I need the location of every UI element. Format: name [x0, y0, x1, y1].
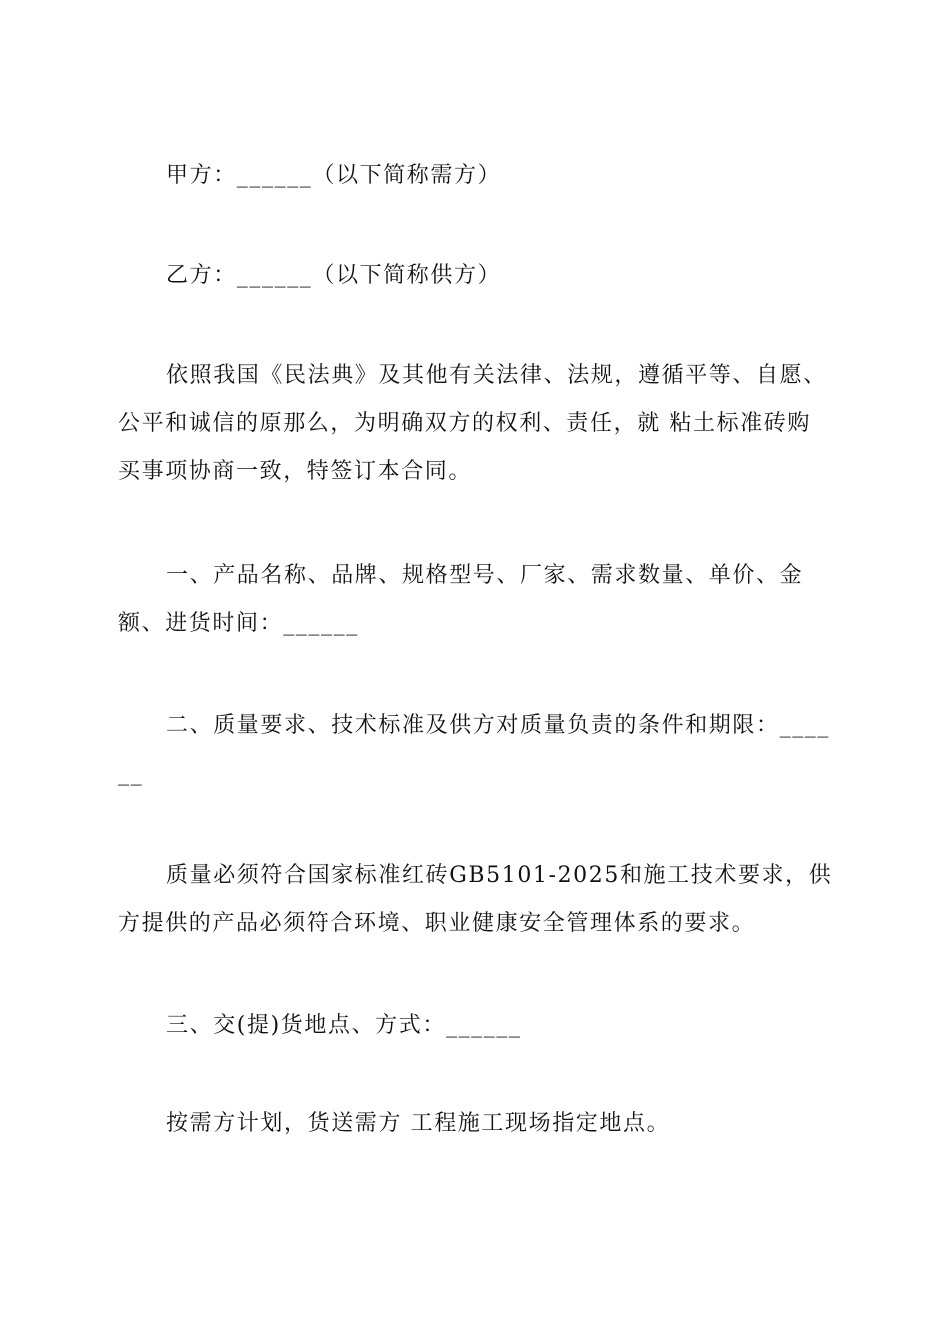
- clause-1-heading: 一、产品名称、品牌、规格型号、厂家、需求数量、单价、金额、进货时间：______: [118, 563, 804, 636]
- preamble-paragraph: 依照我国《民法典》及其他有关法律、法规，遵循平等、自愿、公平和诚信的原那么，为明确双方的权利、责任，就 粘土标准砖购买事项协商一致，特签订本合同。: [118, 363, 827, 484]
- clause-3-heading: 三、交(提)货地点、方式：______: [166, 1013, 522, 1038]
- delivery-paragraph: 按需方计划，货送需方 工程施工现场指定地点。: [166, 1111, 671, 1136]
- quality-requirement-paragraph: 质量必须符合国家标准红砖GB5101-2025和施工技术要求，供方提供的产品必须符合环境、职业健康安全管理体系的要求。: [118, 863, 833, 936]
- party-a-line: 甲方：______（以下简称需方）: [166, 163, 502, 188]
- party-b-line: 乙方：______（以下简称供方）: [166, 263, 502, 288]
- clause-2-heading: 二、质量要求、技术标准及供方对质量负责的条件和期限：______: [118, 713, 831, 786]
